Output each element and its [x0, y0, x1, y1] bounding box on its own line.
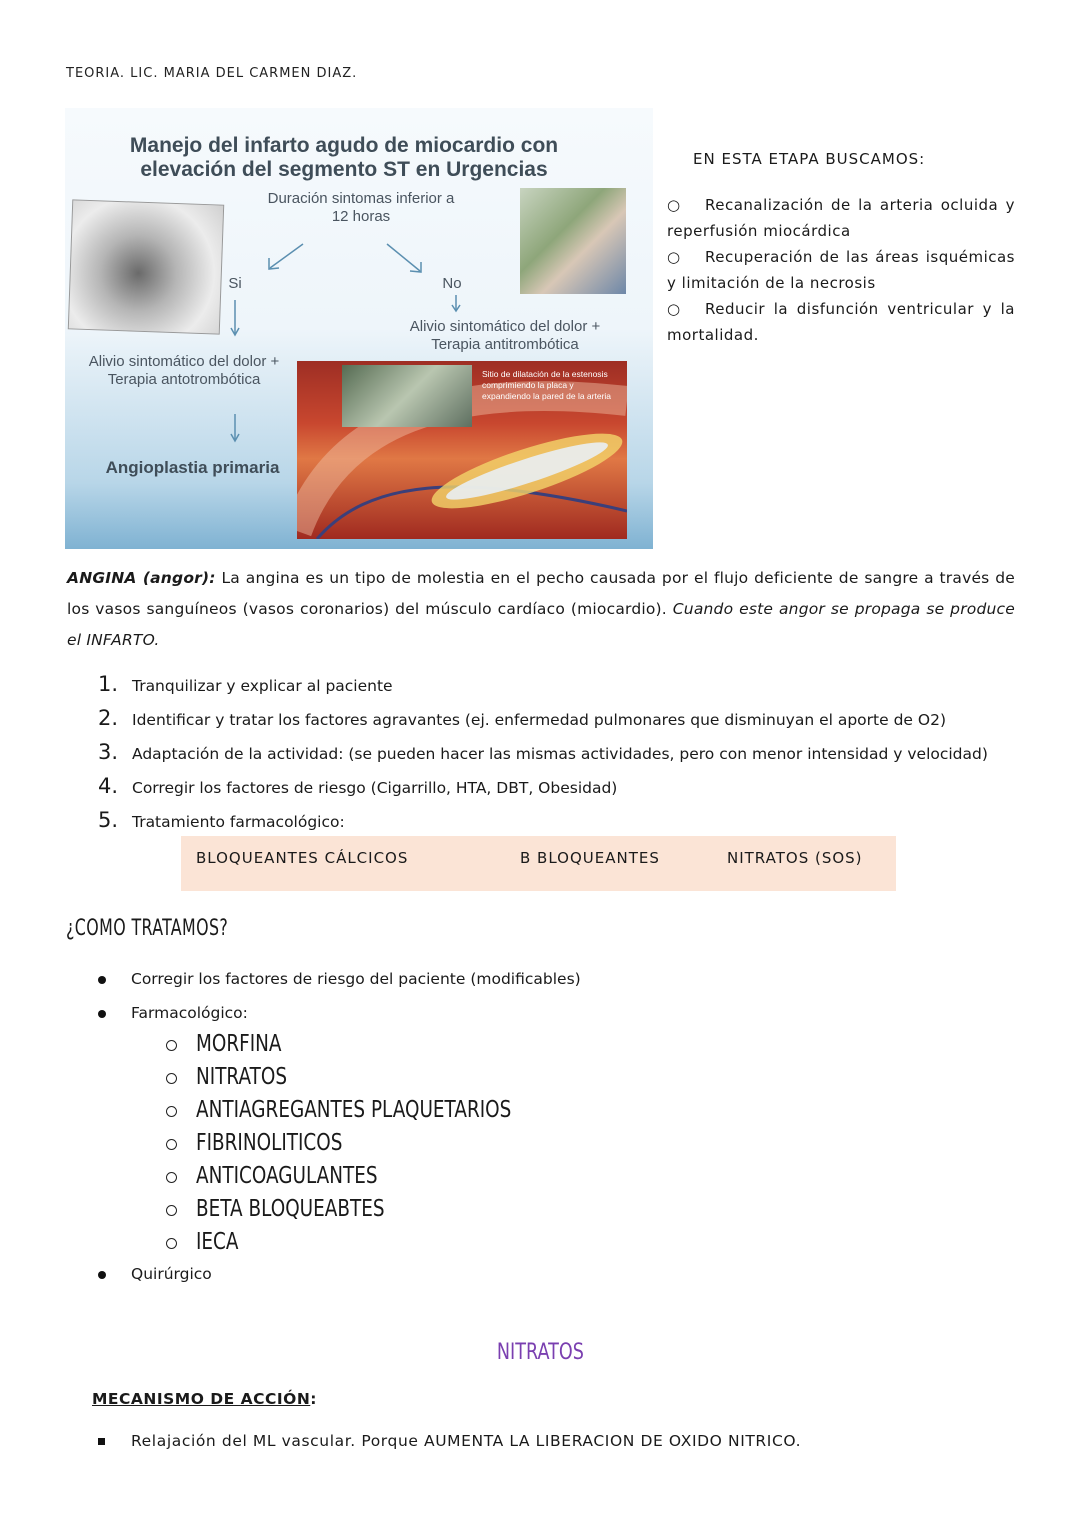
- drug-b-bloqueantes: B BLOQUEANTES: [520, 849, 660, 867]
- treatment-text: Farmacológico:: [131, 1004, 248, 1022]
- angina-text: La angina es un tipo de molestia en el pecho causada por el flujo deficiente de sangre a través de los vasos sanguíneos (vasos coronarios) del músculo cardíaco (miocardio).: [67, 569, 1015, 618]
- balloon-stent-illustration: [297, 361, 627, 539]
- left-branch-line2: Terapia antotrombótica: [107, 371, 261, 388]
- treatment-list: [98, 964, 798, 1289]
- stent-caption: Sitio de dilatación de la estenosis comprimiendo la placa y expandiendo la pared de la arteria: [482, 369, 612, 401]
- medication-item: [166, 1193, 798, 1226]
- right-branch-text: [395, 318, 615, 354]
- step-number: 5.: [98, 808, 119, 832]
- goal-text: Reducir la disfunción ventricular y la mortalidad.: [667, 300, 1015, 344]
- step-item: [98, 668, 1028, 702]
- medication-item: [166, 1127, 798, 1160]
- side-goals-list: [667, 192, 1015, 348]
- step-item: [98, 736, 1028, 770]
- figure-title-line1: Manejo del infarto agudo de miocardio con: [129, 134, 559, 157]
- drug-bloqueantes-calcicos: BLOQUEANTES CÁLCICOS: [196, 849, 409, 867]
- circle-bullet-icon: [166, 1073, 177, 1084]
- medication-text: IECA: [196, 1229, 239, 1255]
- como-tratamos-heading: ¿COMO TRATAMOS?: [66, 916, 229, 941]
- step-number: 1.: [98, 672, 119, 696]
- stemi-management-figure: [65, 108, 653, 549]
- medication-text: BETA BLOQUEABTES: [196, 1196, 385, 1222]
- medication-item: [166, 1226, 798, 1259]
- angina-paragraph: [67, 563, 1015, 656]
- medication-item: [166, 1028, 798, 1061]
- nitratos-title: NITRATOS: [496, 1340, 584, 1365]
- treatment-text: Quirúrgico: [131, 1265, 212, 1283]
- duration-line2: 12 horas: [331, 208, 391, 225]
- step-item: [98, 770, 1028, 804]
- treatment-item: [98, 964, 798, 994]
- si-label: Si: [228, 275, 242, 292]
- left-branch-text: [73, 353, 295, 389]
- goal-text: Recuperación de las áreas isquémicas y limitación de la necrosis: [667, 248, 1015, 292]
- step-number: 4.: [98, 774, 119, 798]
- bullet-icon: [98, 976, 106, 984]
- step-item: [98, 804, 1028, 838]
- angina-italic-text: Cuando este angor se propaga se produce el INFARTO.: [67, 600, 1015, 649]
- medication-sublist-container: [98, 1028, 798, 1259]
- medication-text: ANTIAGREGANTES PLAQUETARIOS: [196, 1097, 512, 1123]
- figure-title-line2: elevación del segmento ST en Urgencias: [140, 158, 548, 181]
- goal-item: [667, 244, 1015, 296]
- left-branch-line1: Alivio sintomático del dolor +: [88, 353, 280, 370]
- step-item: [98, 702, 1028, 736]
- circle-bullet-icon: [166, 1205, 177, 1216]
- nitratos-heading: [0, 1340, 1080, 1365]
- circle-bullet-icon: ○: [667, 300, 681, 318]
- circle-bullet-icon: ○: [667, 196, 681, 214]
- circle-bullet-icon: [166, 1040, 177, 1051]
- medication-sublist: [98, 1028, 798, 1259]
- medication-item: [166, 1094, 798, 1127]
- goal-item: [667, 192, 1015, 244]
- step-text: Tratamiento farmacológico:: [132, 813, 345, 831]
- right-branch-line2: Terapia antitrombótica: [431, 336, 579, 353]
- right-branch-line1: Alivio sintomático del dolor +: [409, 318, 601, 335]
- side-title: EN ESTA ETAPA BUSCAMOS:: [693, 150, 926, 168]
- medication-item: [166, 1061, 798, 1094]
- medication-text: FIBRINOLITICOS: [196, 1130, 343, 1156]
- step-number: 3.: [98, 740, 119, 764]
- treatment-item: [98, 1259, 798, 1289]
- mecanismo-heading: [92, 1390, 317, 1408]
- angioplastia-label: Angioplastia primaria: [105, 458, 280, 477]
- drug-classes-box: [181, 836, 896, 891]
- page-header: TEORIA. LIC. MARIA DEL CARMEN DIAZ.: [66, 66, 358, 81]
- microscopy-inset: [342, 365, 472, 427]
- circle-bullet-icon: [166, 1139, 177, 1150]
- circle-bullet-icon: [166, 1238, 177, 1249]
- medication-item: [166, 1160, 798, 1193]
- mecanismo-item: [98, 1432, 801, 1450]
- square-bullet-icon: [98, 1438, 105, 1445]
- circle-bullet-icon: ○: [667, 248, 681, 266]
- circle-bullet-icon: [166, 1172, 177, 1183]
- mecanismo-text: Relajación del ML vascular. Porque AUMENTA LA LIBERACION DE OXIDO NITRICO.: [131, 1432, 802, 1450]
- circle-bullet-icon: [166, 1106, 177, 1117]
- bullet-icon: [98, 1271, 106, 1279]
- medication-text: ANTICOAGULANTES: [196, 1163, 378, 1189]
- step-number: 2.: [98, 706, 119, 730]
- bullet-icon: [98, 1010, 106, 1018]
- treatment-text: Corregir los factores de riesgo del paciente (modificables): [131, 970, 581, 988]
- no-label: No: [442, 275, 462, 292]
- goal-text: Recanalización de la arteria ocluida y reperfusión miocárdica: [667, 196, 1015, 240]
- mecanismo-colon: :: [310, 1390, 317, 1408]
- angina-steps-list: [98, 668, 1028, 838]
- medication-text: NITRATOS: [196, 1064, 288, 1090]
- angina-title: ANGINA (angor):: [67, 569, 216, 587]
- duration-line1: Duración sintomas inferior a: [267, 190, 455, 207]
- step-text: Identificar y tratar los factores agravantes (ej. enfermedad pulmonares que disminuyan el aporte de O2): [132, 711, 946, 729]
- step-text: Adaptación de la actividad: (se pueden hacer las mismas actividades, pero con menor intensidad y velocidad): [132, 745, 988, 763]
- step-text: Corregir los factores de riesgo (Cigarrillo, HTA, DBT, Obesidad): [132, 779, 618, 797]
- medication-text: MORFINA: [196, 1031, 282, 1057]
- step-text: Tranquilizar y explicar al paciente: [132, 677, 393, 695]
- treatment-item: [98, 998, 798, 1028]
- goal-item: [667, 296, 1015, 348]
- mecanismo-label: MECANISMO DE ACCIÓN: [92, 1390, 311, 1408]
- drug-nitratos: NITRATOS (SOS): [727, 849, 863, 867]
